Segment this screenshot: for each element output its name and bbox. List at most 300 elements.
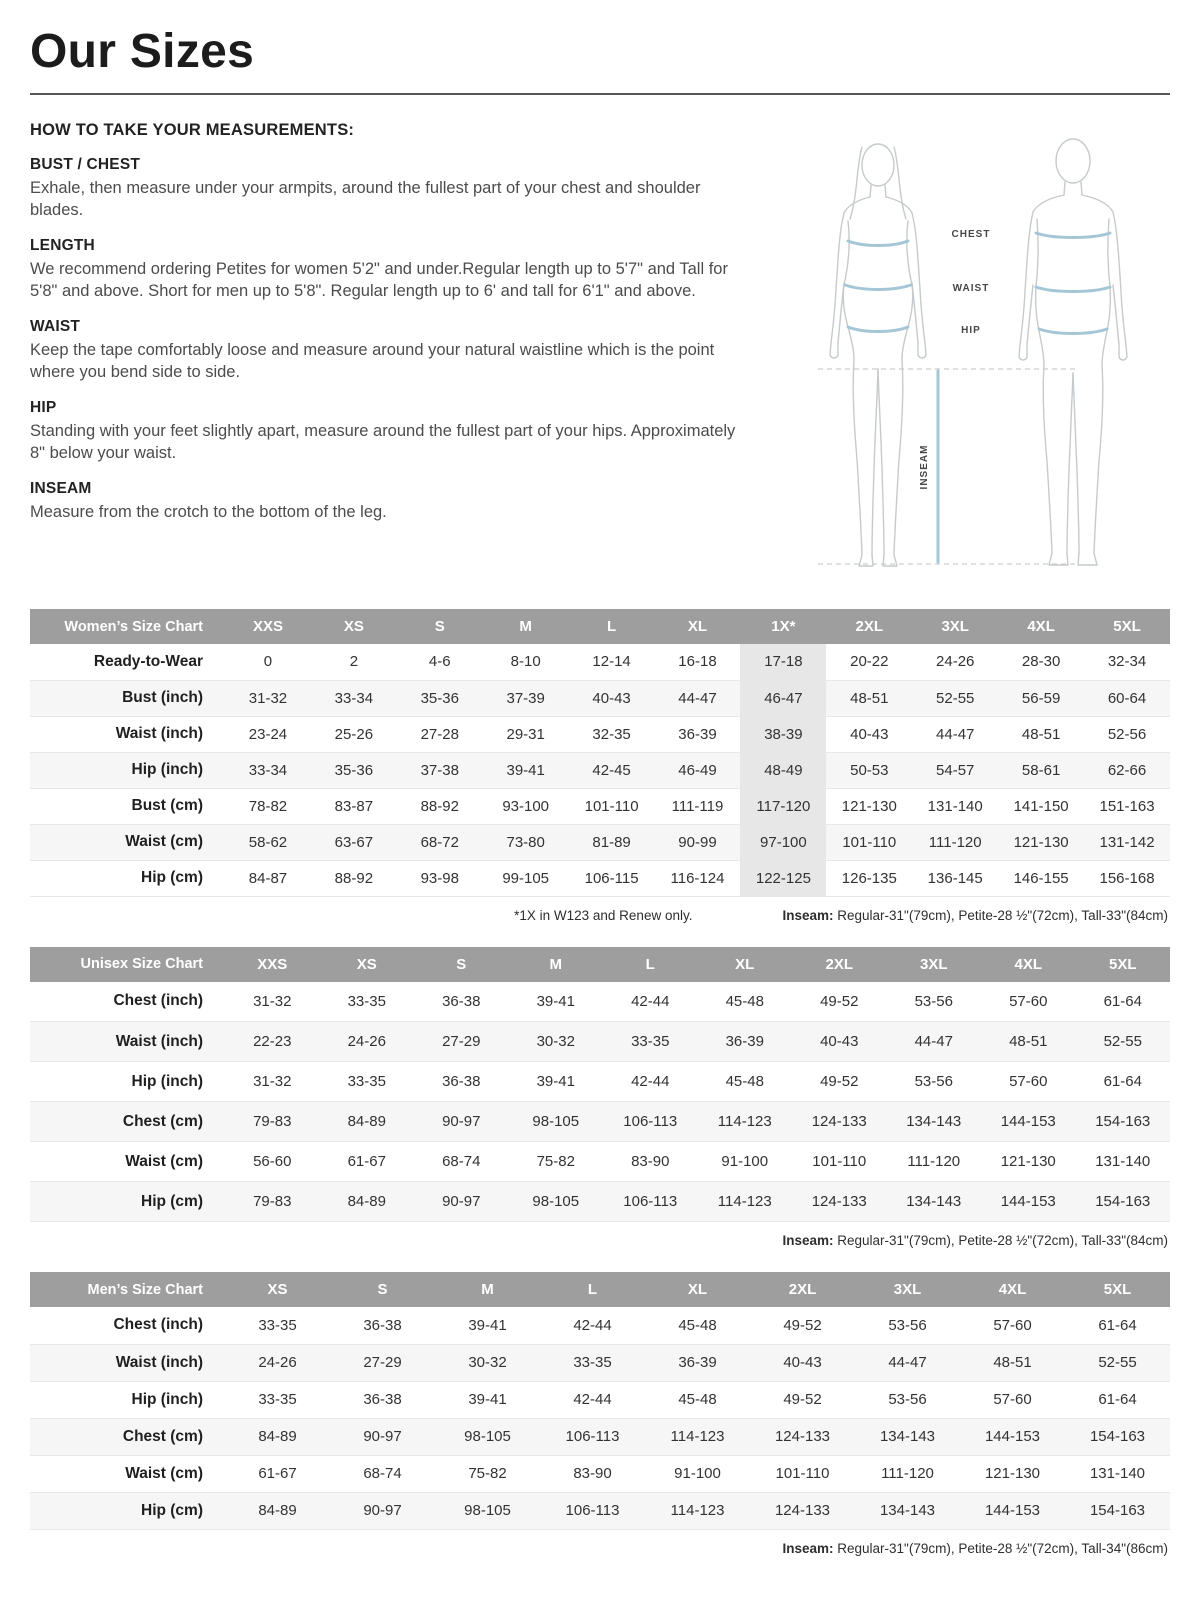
inseam-label: Inseam: [782, 1540, 838, 1556]
size-cell: 81-89 [569, 824, 655, 860]
size-cell: 61-64 [1065, 1381, 1170, 1418]
row-label: Hip (cm) [30, 860, 225, 896]
size-cell: 33-35 [225, 1381, 330, 1418]
size-cell: 106-113 [603, 1182, 698, 1222]
unisex-size-table [30, 947, 1170, 1223]
size-cell: 68-74 [330, 1455, 435, 1492]
size-cell: 106-113 [603, 1102, 698, 1142]
size-cell: 33-35 [603, 1022, 698, 1062]
size-cell: 50-53 [826, 752, 912, 788]
section-heading: LENGTH [30, 236, 95, 254]
size-cell: 20-22 [826, 644, 912, 680]
size-cell: 44-47 [855, 1344, 960, 1381]
table-title: Unisex Size Chart [30, 947, 225, 982]
table-row [30, 1062, 1170, 1102]
size-cell: 61-67 [320, 1142, 415, 1182]
size-cell: 90-97 [414, 1182, 509, 1222]
size-cell: 32-35 [569, 716, 655, 752]
size-cell: 56-59 [998, 680, 1084, 716]
size-cell: 42-44 [540, 1381, 645, 1418]
size-cell: 37-39 [483, 680, 569, 716]
size-cell: 24-26 [225, 1344, 330, 1381]
size-cell: 75-82 [509, 1142, 604, 1182]
size-cell: 116-124 [655, 860, 741, 896]
size-cell: 101-110 [750, 1455, 855, 1492]
size-cell: 56-60 [225, 1142, 320, 1182]
size-column-header: 2XL [826, 609, 912, 644]
section-body: Keep the tape comfortably loose and measure around your natural waistline which is the point where you bend side to side. [30, 340, 715, 382]
size-cell: 31-32 [225, 680, 311, 716]
row-label: Waist (inch) [30, 1022, 225, 1062]
row-label: Chest (cm) [30, 1102, 225, 1142]
size-cell: 54-57 [912, 752, 998, 788]
size-cell: 24-26 [320, 1022, 415, 1062]
size-cell: 46-47 [740, 680, 826, 716]
row-label: Hip (inch) [30, 1062, 225, 1102]
size-column-header: XS [225, 1272, 330, 1307]
size-cell: 90-97 [330, 1418, 435, 1455]
male-figure [1019, 139, 1127, 565]
size-cell: 49-52 [750, 1381, 855, 1418]
section-body: Standing with your feet slightly apart, measure around the fullest part of your hips. Approximately 8" below your waist. [30, 421, 736, 463]
size-column-header: 5XL [1076, 947, 1171, 982]
table-row [30, 1022, 1170, 1062]
measurement-sections [30, 156, 748, 523]
size-cell: 114-123 [645, 1418, 750, 1455]
size-cell: 39-41 [435, 1381, 540, 1418]
size-column-header: 2XL [792, 947, 887, 982]
size-column-header: 2XL [750, 1272, 855, 1307]
row-label: Hip (inch) [30, 752, 225, 788]
size-cell: 31-32 [225, 1062, 320, 1102]
size-cell: 101-110 [792, 1142, 887, 1182]
size-cell: 30-32 [509, 1022, 604, 1062]
size-cell: 28-30 [998, 644, 1084, 680]
size-cell: 84-89 [320, 1182, 415, 1222]
size-cell: 52-56 [1084, 716, 1170, 752]
size-cell: 68-74 [414, 1142, 509, 1182]
size-cell: 136-145 [912, 860, 998, 896]
size-cell: 90-99 [655, 824, 741, 860]
male-measure-lines [1036, 233, 1110, 334]
size-cell: 154-163 [1076, 1102, 1171, 1142]
size-tables [30, 609, 1170, 1556]
size-cell: 38-39 [740, 716, 826, 752]
size-column-header: XXS [225, 609, 311, 644]
size-cell: 53-56 [887, 1062, 982, 1102]
mens-size-table [30, 1272, 1170, 1530]
size-cell: 58-62 [225, 824, 311, 860]
size-cell: 75-82 [435, 1455, 540, 1492]
size-cell: 36-39 [655, 716, 741, 752]
size-cell: 33-35 [540, 1344, 645, 1381]
size-cell: 57-60 [960, 1381, 1065, 1418]
size-column-header: L [569, 609, 655, 644]
female-measure-lines [845, 241, 911, 332]
size-cell: 36-38 [414, 1062, 509, 1102]
waist-diagram-label: WAIST [952, 283, 990, 294]
table-row [30, 752, 1170, 788]
size-cell: 58-61 [998, 752, 1084, 788]
size-cell: 131-140 [1065, 1455, 1170, 1492]
size-cell: 57-60 [960, 1307, 1065, 1344]
table-row [30, 1418, 1170, 1455]
size-cell: 63-67 [311, 824, 397, 860]
size-cell: 98-105 [435, 1418, 540, 1455]
female-figure [830, 144, 926, 566]
table-row [30, 788, 1170, 824]
size-cell: 35-36 [397, 680, 483, 716]
size-column-header: XL [698, 947, 793, 982]
size-cell: 45-48 [645, 1307, 750, 1344]
size-cell: 144-153 [960, 1492, 1065, 1529]
size-cell: 154-163 [1065, 1418, 1170, 1455]
table-footnote [32, 1233, 1168, 1248]
size-cell: 97-100 [740, 824, 826, 860]
size-cell: 33-35 [225, 1307, 330, 1344]
inseam-note: Inseam: Regular-31"(79cm), Petite-28 ½"(72cm), Tall-33"(84cm) [782, 907, 1168, 923]
size-cell: 48-51 [826, 680, 912, 716]
measurement-instructions [30, 121, 748, 523]
size-column-header: 4XL [998, 609, 1084, 644]
row-label: Waist (cm) [30, 1142, 225, 1182]
size-cell: 30-32 [435, 1344, 540, 1381]
size-cell: 134-143 [855, 1418, 960, 1455]
row-label: Chest (cm) [30, 1418, 225, 1455]
footnote-asterisk-note: *1X in W123 and Renew only. [514, 907, 693, 923]
size-cell: 8-10 [483, 644, 569, 680]
row-label: Waist (cm) [30, 1455, 225, 1492]
size-column-header: 4XL [981, 947, 1076, 982]
row-label: Bust (cm) [30, 788, 225, 824]
table-row [30, 1142, 1170, 1182]
size-cell: 39-41 [483, 752, 569, 788]
size-column-header: XXS [225, 947, 320, 982]
inseam-diagram-label: INSEAM [919, 444, 930, 490]
size-cell: 48-49 [740, 752, 826, 788]
size-cell: 124-133 [792, 1182, 887, 1222]
section-body: Exhale, then measure under your armpits, around the fullest part of your chest and shoulder blades. [30, 179, 701, 220]
size-cell: 40-43 [569, 680, 655, 716]
size-cell: 98-105 [435, 1492, 540, 1529]
size-cell: 84-89 [225, 1492, 330, 1529]
size-table-block-womens [30, 609, 1170, 923]
size-column-header: 3XL [887, 947, 982, 982]
size-column-header: XS [320, 947, 415, 982]
size-cell: 33-34 [225, 752, 311, 788]
size-cell: 35-36 [311, 752, 397, 788]
figure-diagram [778, 121, 1170, 591]
size-column-header: L [603, 947, 698, 982]
size-cell: 106-113 [540, 1418, 645, 1455]
inseam-note: Inseam: Regular-31"(79cm), Petite-28 ½"(72cm), Tall-33"(84cm) [782, 1233, 1168, 1248]
size-table-block-mens [30, 1272, 1170, 1556]
size-cell: 48-51 [981, 1022, 1076, 1062]
size-cell: 42-44 [603, 1062, 698, 1102]
size-cell: 124-133 [750, 1492, 855, 1529]
row-label: Waist (cm) [30, 824, 225, 860]
size-cell: 88-92 [397, 788, 483, 824]
size-cell: 39-41 [509, 1062, 604, 1102]
size-cell: 53-56 [887, 982, 982, 1022]
size-cell: 36-39 [698, 1022, 793, 1062]
size-cell: 57-60 [981, 1062, 1076, 1102]
row-label: Waist (inch) [30, 1344, 225, 1381]
size-column-header: 3XL [912, 609, 998, 644]
section-heading: WAIST [30, 317, 81, 335]
size-cell: 45-48 [698, 982, 793, 1022]
size-cell: 111-120 [855, 1455, 960, 1492]
size-column-header: XS [311, 609, 397, 644]
table-row [30, 824, 1170, 860]
size-cell: 98-105 [509, 1102, 604, 1142]
title-divider [30, 93, 1170, 95]
size-cell: 40-43 [826, 716, 912, 752]
size-cell: 49-52 [792, 1062, 887, 1102]
size-cell: 122-125 [740, 860, 826, 896]
row-label: Chest (inch) [30, 1307, 225, 1344]
size-cell: 53-56 [855, 1307, 960, 1344]
table-title: Men’s Size Chart [30, 1272, 225, 1307]
size-cell: 4-6 [397, 644, 483, 680]
size-cell: 46-49 [655, 752, 741, 788]
table-row [30, 716, 1170, 752]
size-cell: 48-51 [998, 716, 1084, 752]
size-cell: 84-89 [225, 1418, 330, 1455]
size-cell: 126-135 [826, 860, 912, 896]
size-cell: 121-130 [826, 788, 912, 824]
size-cell: 61-67 [225, 1455, 330, 1492]
size-cell: 151-163 [1084, 788, 1170, 824]
table-row [30, 1182, 1170, 1222]
size-cell: 131-140 [1076, 1142, 1171, 1182]
size-column-header: S [397, 609, 483, 644]
size-cell: 62-66 [1084, 752, 1170, 788]
size-column-header: M [435, 1272, 540, 1307]
size-column-header: 5XL [1065, 1272, 1170, 1307]
size-cell: 37-38 [397, 752, 483, 788]
row-label: Bust (inch) [30, 680, 225, 716]
size-cell: 156-168 [1084, 860, 1170, 896]
size-cell: 33-35 [320, 982, 415, 1022]
size-column-header: XL [655, 609, 741, 644]
instructions-heading: HOW TO TAKE YOUR MEASUREMENTS: [30, 121, 355, 139]
size-column-header: M [483, 609, 569, 644]
size-cell: 27-29 [330, 1344, 435, 1381]
size-cell: 83-87 [311, 788, 397, 824]
size-cell: 121-130 [998, 824, 1084, 860]
table-row [30, 982, 1170, 1022]
size-column-header: L [540, 1272, 645, 1307]
size-cell: 99-105 [483, 860, 569, 896]
section-body: We recommend ordering Petites for women 5'2" and under.Regular length up to 5'7" and Tall for 5'8" and above. Short for men up to 5'8". Regular length up to 6' and tall for 6'1" and above. [30, 259, 728, 301]
size-cell: 2 [311, 644, 397, 680]
size-cell: 60-64 [1084, 680, 1170, 716]
size-cell: 79-83 [225, 1182, 320, 1222]
size-cell: 44-47 [887, 1022, 982, 1062]
size-cell: 61-64 [1065, 1307, 1170, 1344]
size-cell: 154-163 [1065, 1492, 1170, 1529]
size-cell: 144-153 [981, 1102, 1076, 1142]
size-cell: 33-35 [320, 1062, 415, 1102]
size-cell: 79-83 [225, 1102, 320, 1142]
womens-size-table [30, 609, 1170, 897]
size-cell: 27-29 [414, 1022, 509, 1062]
inseam-label: Inseam: [782, 1233, 838, 1248]
section-heading: INSEAM [30, 479, 92, 497]
size-column-header: S [414, 947, 509, 982]
size-column-header: M [509, 947, 604, 982]
size-cell: 52-55 [912, 680, 998, 716]
size-cell: 61-64 [1076, 1062, 1171, 1102]
size-cell: 22-23 [225, 1022, 320, 1062]
table-row [30, 1492, 1170, 1529]
size-cell: 91-100 [645, 1455, 750, 1492]
table-title: Women’s Size Chart [30, 609, 225, 644]
size-cell: 29-31 [483, 716, 569, 752]
table-row [30, 1307, 1170, 1344]
body-measurement-illustration [778, 121, 1168, 591]
size-cell: 114-123 [645, 1492, 750, 1529]
section-heading: BUST / CHEST [30, 156, 141, 173]
row-label: Hip (inch) [30, 1381, 225, 1418]
size-cell: 84-89 [320, 1102, 415, 1142]
size-cell: 0 [225, 644, 311, 680]
size-cell: 84-87 [225, 860, 311, 896]
row-label: Chest (inch) [30, 982, 225, 1022]
section-heading: HIP [30, 398, 57, 416]
size-cell: 78-82 [225, 788, 311, 824]
size-cell: 144-153 [981, 1182, 1076, 1222]
size-cell: 131-140 [912, 788, 998, 824]
size-cell: 88-92 [311, 860, 397, 896]
size-cell: 93-98 [397, 860, 483, 896]
size-cell: 12-14 [569, 644, 655, 680]
size-cell: 98-105 [509, 1182, 604, 1222]
size-cell: 146-155 [998, 860, 1084, 896]
size-cell: 52-55 [1065, 1344, 1170, 1381]
size-column-header: XL [645, 1272, 750, 1307]
section-body: Measure from the crotch to the bottom of the leg. [30, 502, 387, 521]
header-row [30, 609, 1170, 644]
size-cell: 32-34 [1084, 644, 1170, 680]
page-title: Our Sizes [30, 25, 255, 78]
table-row [30, 1455, 1170, 1492]
table-row [30, 644, 1170, 680]
table-row [30, 1102, 1170, 1142]
size-column-header: 3XL [855, 1272, 960, 1307]
size-cell: 25-26 [311, 716, 397, 752]
size-cell: 93-100 [483, 788, 569, 824]
size-cell: 45-48 [698, 1062, 793, 1102]
top-section [30, 121, 1170, 591]
size-cell: 36-39 [645, 1344, 750, 1381]
table-row [30, 1381, 1170, 1418]
size-cell: 48-51 [960, 1344, 1065, 1381]
size-cell: 40-43 [792, 1022, 887, 1062]
size-cell: 131-142 [1084, 824, 1170, 860]
row-label: Ready-to-Wear [30, 644, 225, 680]
size-cell: 27-28 [397, 716, 483, 752]
size-cell: 101-110 [826, 824, 912, 860]
size-cell: 141-150 [998, 788, 1084, 824]
row-label: Waist (inch) [30, 716, 225, 752]
size-cell: 49-52 [750, 1307, 855, 1344]
size-cell: 83-90 [540, 1455, 645, 1492]
size-cell: 121-130 [981, 1142, 1076, 1182]
size-cell: 40-43 [750, 1344, 855, 1381]
size-cell: 154-163 [1076, 1182, 1171, 1222]
size-cell: 49-52 [792, 982, 887, 1022]
size-cell: 106-113 [540, 1492, 645, 1529]
size-cell: 36-38 [414, 982, 509, 1022]
size-cell: 91-100 [698, 1142, 793, 1182]
size-cell: 111-119 [655, 788, 741, 824]
table-footnote [32, 908, 1168, 923]
size-cell: 124-133 [750, 1418, 855, 1455]
chest-diagram-label: CHEST [951, 229, 991, 240]
size-cell: 68-72 [397, 824, 483, 860]
size-cell: 73-80 [483, 824, 569, 860]
size-cell: 42-44 [540, 1307, 645, 1344]
size-cell: 17-18 [740, 644, 826, 680]
size-cell: 61-64 [1076, 982, 1171, 1022]
size-cell: 124-133 [792, 1102, 887, 1142]
size-cell: 111-120 [887, 1142, 982, 1182]
size-cell: 90-97 [330, 1492, 435, 1529]
size-cell: 111-120 [912, 824, 998, 860]
row-label: Hip (cm) [30, 1492, 225, 1529]
table-row [30, 860, 1170, 896]
size-cell: 134-143 [855, 1492, 960, 1529]
size-cell: 134-143 [887, 1182, 982, 1222]
size-cell: 36-38 [330, 1307, 435, 1344]
size-cell: 39-41 [509, 982, 604, 1022]
size-cell: 134-143 [887, 1102, 982, 1142]
inseam-note: Inseam: Regular-31"(79cm), Petite-28 ½"(72cm), Tall-34"(86cm) [782, 1540, 1168, 1556]
size-cell: 42-44 [603, 982, 698, 1022]
size-cell: 16-18 [655, 644, 741, 680]
size-cell: 24-26 [912, 644, 998, 680]
inseam-label: Inseam: [782, 907, 838, 923]
size-cell: 45-48 [645, 1381, 750, 1418]
hip-diagram-label: HIP [961, 325, 981, 336]
size-cell: 52-55 [1076, 1022, 1171, 1062]
size-cell: 42-45 [569, 752, 655, 788]
header-row [30, 947, 1170, 982]
size-cell: 114-123 [698, 1102, 793, 1142]
size-table-block-unisex [30, 947, 1170, 1249]
table-row [30, 1344, 1170, 1381]
size-cell: 33-34 [311, 680, 397, 716]
size-cell: 44-47 [912, 716, 998, 752]
size-cell: 90-97 [414, 1102, 509, 1142]
size-cell: 57-60 [981, 982, 1076, 1022]
size-cell: 121-130 [960, 1455, 1065, 1492]
size-column-header: 1X* [740, 609, 826, 644]
size-column-header: 5XL [1084, 609, 1170, 644]
table-footnote [32, 1541, 1168, 1556]
size-cell: 39-41 [435, 1307, 540, 1344]
row-label: Hip (cm) [30, 1182, 225, 1222]
size-cell: 101-110 [569, 788, 655, 824]
size-cell: 31-32 [225, 982, 320, 1022]
size-cell: 117-120 [740, 788, 826, 824]
size-cell: 36-38 [330, 1381, 435, 1418]
size-cell: 114-123 [698, 1182, 793, 1222]
size-cell: 53-56 [855, 1381, 960, 1418]
size-column-header: 4XL [960, 1272, 1065, 1307]
